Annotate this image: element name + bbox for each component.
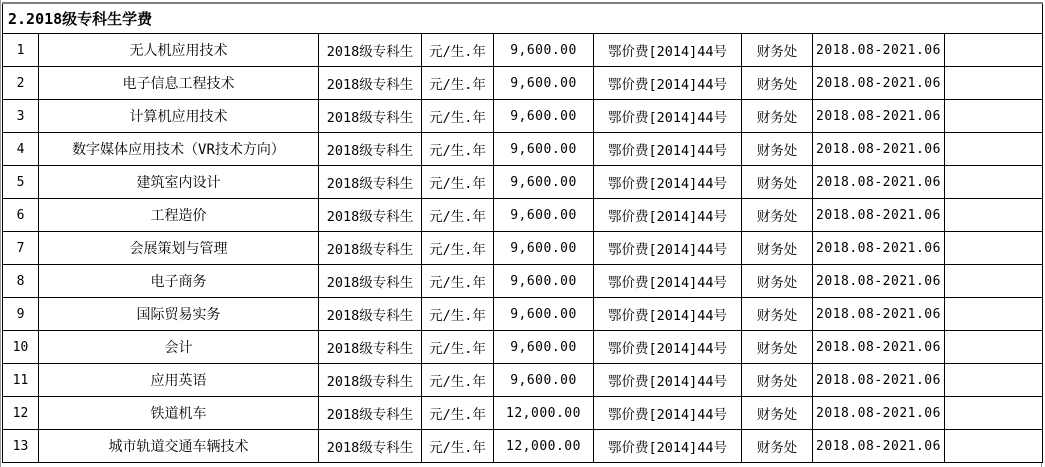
unit-cell: 元/生.年 <box>422 34 494 67</box>
note-cell <box>945 364 1043 397</box>
amount-cell: 9,600.00 <box>494 133 594 166</box>
cohort-cell: 2018级专科生 <box>319 232 422 265</box>
note-cell <box>945 232 1043 265</box>
note-cell <box>945 331 1043 364</box>
doc-number-cell: 鄂价费[2014]44号 <box>594 199 742 232</box>
table-row <box>3 232 1043 265</box>
unit-cell: 元/生.年 <box>422 298 494 331</box>
period-cell: 2018.08-2021.06 <box>813 34 945 67</box>
doc-number-cell: 鄂价费[2014]44号 <box>594 166 742 199</box>
table-row <box>3 430 1043 463</box>
unit-cell: 元/生.年 <box>422 397 494 430</box>
cohort-cell: 2018级专科生 <box>319 100 422 133</box>
cohort-cell: 2018级专科生 <box>319 67 422 100</box>
note-cell <box>945 430 1043 463</box>
amount-cell: 9,600.00 <box>494 265 594 298</box>
doc-number-cell: 鄂价费[2014]44号 <box>594 397 742 430</box>
program-cell: 电子信息工程技术 <box>39 67 319 100</box>
table-row <box>3 265 1043 298</box>
program-cell: 国际贸易实务 <box>39 298 319 331</box>
doc-number-cell: 鄂价费[2014]44号 <box>594 331 742 364</box>
row-number-cell: 13 <box>3 430 39 463</box>
amount-cell: 9,600.00 <box>494 100 594 133</box>
period-cell: 2018.08-2021.06 <box>813 331 945 364</box>
table-row <box>3 331 1043 364</box>
program-cell: 会计 <box>39 331 319 364</box>
note-cell <box>945 298 1043 331</box>
row-number-cell: 11 <box>3 364 39 397</box>
department-cell: 财务处 <box>742 100 813 133</box>
table-row <box>3 67 1043 100</box>
note-cell <box>945 34 1043 67</box>
row-number-cell: 10 <box>3 331 39 364</box>
program-cell: 计算机应用技术 <box>39 100 319 133</box>
period-cell: 2018.08-2021.06 <box>813 397 945 430</box>
doc-number-cell: 鄂价费[2014]44号 <box>594 67 742 100</box>
program-cell: 电子商务 <box>39 265 319 298</box>
doc-number-cell: 鄂价费[2014]44号 <box>594 100 742 133</box>
unit-cell: 元/生.年 <box>422 133 494 166</box>
amount-cell: 9,600.00 <box>494 166 594 199</box>
unit-cell: 元/生.年 <box>422 100 494 133</box>
doc-number-cell: 鄂价费[2014]44号 <box>594 298 742 331</box>
unit-cell: 元/生.年 <box>422 199 494 232</box>
program-cell: 城市轨道交通车辆技术 <box>39 430 319 463</box>
department-cell: 财务处 <box>742 133 813 166</box>
table-row <box>3 199 1043 232</box>
cohort-cell: 2018级专科生 <box>319 199 422 232</box>
department-cell: 财务处 <box>742 430 813 463</box>
period-cell: 2018.08-2021.06 <box>813 67 945 100</box>
doc-number-cell: 鄂价费[2014]44号 <box>594 133 742 166</box>
cohort-cell: 2018级专科生 <box>319 331 422 364</box>
department-cell: 财务处 <box>742 67 813 100</box>
cohort-cell: 2018级专科生 <box>319 133 422 166</box>
amount-cell: 9,600.00 <box>494 67 594 100</box>
doc-number-cell: 鄂价费[2014]44号 <box>594 265 742 298</box>
department-cell: 财务处 <box>742 331 813 364</box>
department-cell: 财务处 <box>742 34 813 67</box>
program-cell: 应用英语 <box>39 364 319 397</box>
row-number-cell: 7 <box>3 232 39 265</box>
cohort-cell: 2018级专科生 <box>319 298 422 331</box>
program-cell: 工程造价 <box>39 199 319 232</box>
unit-cell: 元/生.年 <box>422 232 494 265</box>
row-number-cell: 4 <box>3 133 39 166</box>
unit-cell: 元/生.年 <box>422 364 494 397</box>
note-cell <box>945 133 1043 166</box>
cohort-cell: 2018级专科生 <box>319 397 422 430</box>
program-cell: 数字媒体应用技术（VR技术方向） <box>39 133 319 166</box>
doc-number-cell: 鄂价费[2014]44号 <box>594 34 742 67</box>
unit-cell: 元/生.年 <box>422 430 494 463</box>
department-cell: 财务处 <box>742 397 813 430</box>
unit-cell: 元/生.年 <box>422 166 494 199</box>
table-row <box>3 100 1043 133</box>
table-row <box>3 298 1043 331</box>
amount-cell: 9,600.00 <box>494 298 594 331</box>
section-header-row <box>3 3 1043 34</box>
period-cell: 2018.08-2021.06 <box>813 430 945 463</box>
program-cell: 无人机应用技术 <box>39 34 319 67</box>
department-cell: 财务处 <box>742 364 813 397</box>
row-number-cell: 9 <box>3 298 39 331</box>
doc-number-cell: 鄂价费[2014]44号 <box>594 430 742 463</box>
program-cell: 建筑室内设计 <box>39 166 319 199</box>
row-number-cell: 2 <box>3 67 39 100</box>
period-cell: 2018.08-2021.06 <box>813 199 945 232</box>
row-number-cell: 12 <box>3 397 39 430</box>
note-cell <box>945 199 1043 232</box>
row-number-cell: 8 <box>3 265 39 298</box>
department-cell: 财务处 <box>742 298 813 331</box>
table-row <box>3 133 1043 166</box>
amount-cell: 12,000.00 <box>494 397 594 430</box>
amount-cell: 9,600.00 <box>494 199 594 232</box>
amount-cell: 9,600.00 <box>494 331 594 364</box>
period-cell: 2018.08-2021.06 <box>813 298 945 331</box>
amount-cell: 9,600.00 <box>494 34 594 67</box>
cohort-cell: 2018级专科生 <box>319 265 422 298</box>
note-cell <box>945 67 1043 100</box>
cohort-cell: 2018级专科生 <box>319 34 422 67</box>
note-cell <box>945 100 1043 133</box>
table-row <box>3 34 1043 67</box>
program-cell: 会展策划与管理 <box>39 232 319 265</box>
cohort-cell: 2018级专科生 <box>319 430 422 463</box>
period-cell: 2018.08-2021.06 <box>813 100 945 133</box>
amount-cell: 9,600.00 <box>494 232 594 265</box>
doc-number-cell: 鄂价费[2014]44号 <box>594 232 742 265</box>
table-row <box>3 166 1043 199</box>
table-row <box>3 364 1043 397</box>
amount-cell: 12,000.00 <box>494 430 594 463</box>
sheet-area <box>2 2 1043 463</box>
department-cell: 财务处 <box>742 232 813 265</box>
section-title: 2.2018级专科生学费 <box>3 3 1043 34</box>
period-cell: 2018.08-2021.06 <box>813 265 945 298</box>
unit-cell: 元/生.年 <box>422 67 494 100</box>
table-body <box>3 3 1043 463</box>
department-cell: 财务处 <box>742 166 813 199</box>
cohort-cell: 2018级专科生 <box>319 364 422 397</box>
note-cell <box>945 265 1043 298</box>
unit-cell: 元/生.年 <box>422 265 494 298</box>
row-number-cell: 1 <box>3 34 39 67</box>
department-cell: 财务处 <box>742 265 813 298</box>
period-cell: 2018.08-2021.06 <box>813 232 945 265</box>
row-number-cell: 3 <box>3 100 39 133</box>
row-number-cell: 5 <box>3 166 39 199</box>
period-cell: 2018.08-2021.06 <box>813 364 945 397</box>
period-cell: 2018.08-2021.06 <box>813 166 945 199</box>
department-cell: 财务处 <box>742 199 813 232</box>
note-cell <box>945 397 1043 430</box>
tuition-fee-table <box>2 2 1043 463</box>
program-cell: 铁道机车 <box>39 397 319 430</box>
unit-cell: 元/生.年 <box>422 331 494 364</box>
table-row <box>3 397 1043 430</box>
row-number-cell: 6 <box>3 199 39 232</box>
doc-number-cell: 鄂价费[2014]44号 <box>594 364 742 397</box>
amount-cell: 9,600.00 <box>494 364 594 397</box>
screenshot-left-edge <box>0 0 1 467</box>
period-cell: 2018.08-2021.06 <box>813 133 945 166</box>
note-cell <box>945 166 1043 199</box>
cohort-cell: 2018级专科生 <box>319 166 422 199</box>
